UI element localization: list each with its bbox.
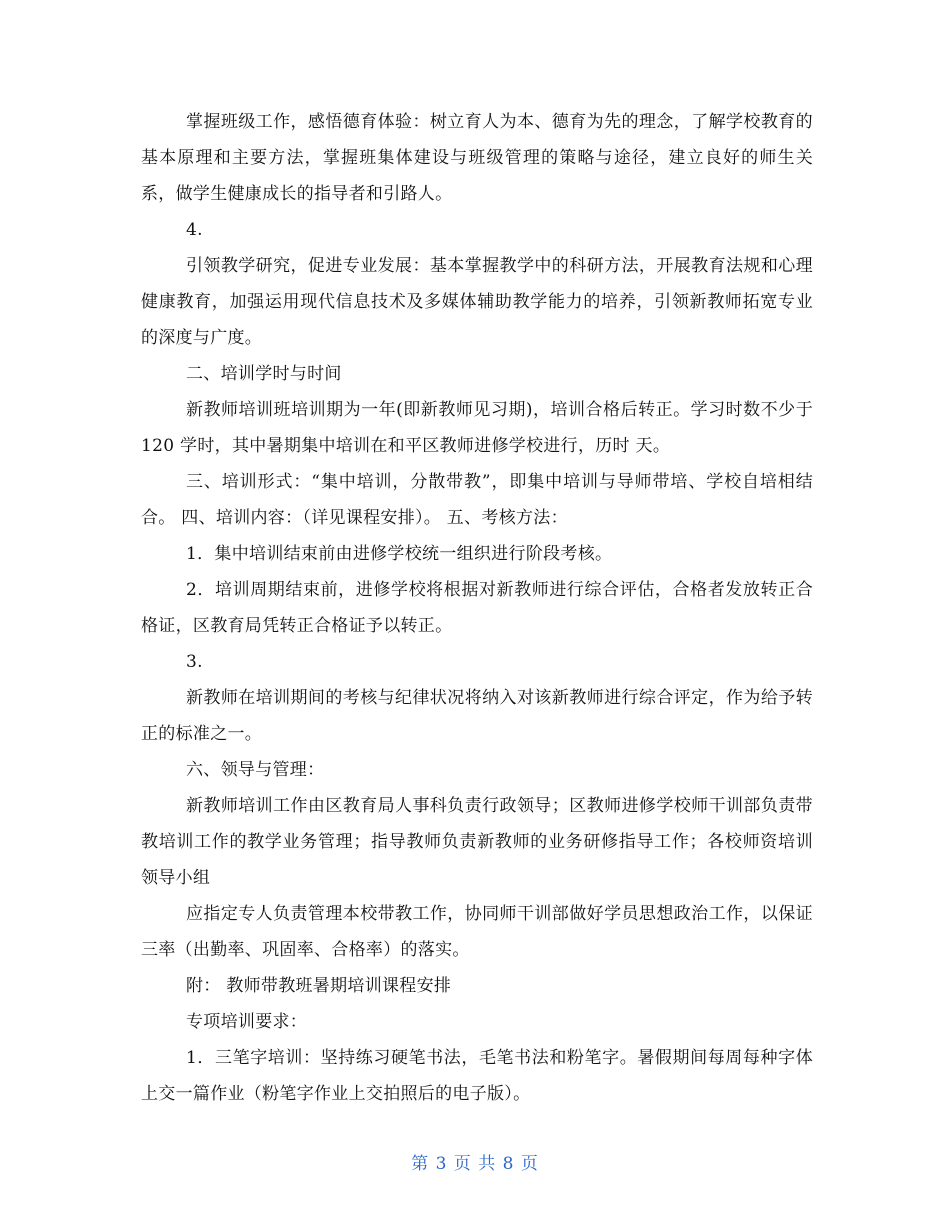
- list-item-2: 2．培训周期结束前，进修学校将根据对新教师进行综合评估，合格者发放转正合格证，区教育局凭转正合格证予以转正。: [141, 580, 813, 636]
- page-number: 第 3 页 共 8 页: [411, 1154, 539, 1174]
- paragraph-special-requirements: 专项培训要求：: [186, 1012, 308, 1032]
- paragraph-management: 新教师培训工作由区教育局人事科负责行政领导；区教师进修学校师干训部负责带教培训工作的教学业务管理；指导教师负责新教师的业务研修指导工作；各校师资培训领导小组: [141, 796, 813, 888]
- paragraph-teaching-research: 引领教学研究，促进专业发展：基本掌握教学中的科研方法，开展教育法规和心理健康教育，加强运用现代信息技术及多媒体辅助教学能力的培养，引领新教师拓宽专业的深度与广度。: [141, 256, 813, 348]
- document-body: [141, 104, 813, 1112]
- paragraph-number-4: 4.: [186, 220, 203, 240]
- paragraph-training-form: 三、培训形式：“集中培训，分散带教”，即集中培训与导师带培、学校自培相结合。 四、培训内容：（详见课程安排）。 五、考核方法：: [141, 472, 813, 528]
- paragraph-class-work: 掌握班级工作，感悟德育体验：树立育人为本、德育为先的理念，了解学校教育的基本原理和主要方法，掌握班集体建设与班级管理的策略与途径，建立良好的师生关系，做学生健康成长的指导者和引路人。: [141, 112, 813, 204]
- paragraph-assessment: 新教师在培训期间的考核与纪律状况将纳入对该新教师进行综合评定，作为给予转正的标准之一。: [141, 688, 813, 744]
- paragraph-management-cont: 应指定专人负责管理本校带教工作，协同师干训部做好学员思想政治工作，以保证三率（出勤率、巩固率、合格率）的落实。: [141, 904, 813, 960]
- paragraph-training-period: 新教师培训班培训期为一年(即新教师见习期)，培训合格后转正。学习时数不少于 120 学时，其中暑期集中培训在和平区教师进修学校进行，历时 天。: [141, 400, 813, 456]
- paragraph-calligraphy: 1．三笔字培训：坚持练习硬笔书法，毛笔书法和粉笔字。暑假期间每周每种字体上交一篇作业（粉笔字作业上交拍照后的电子版）。: [141, 1048, 813, 1104]
- paragraph-appendix: 附： 教师带教班暑期培训课程安排: [186, 976, 452, 996]
- section-heading-hours: 二、培训学时与时间: [186, 364, 342, 384]
- list-item-3-number: 3.: [186, 652, 203, 672]
- list-item-1: 1．集中培训结束前由进修学校统一组织进行阶段考核。: [186, 544, 613, 564]
- section-heading-management: 六、领导与管理：: [186, 760, 325, 780]
